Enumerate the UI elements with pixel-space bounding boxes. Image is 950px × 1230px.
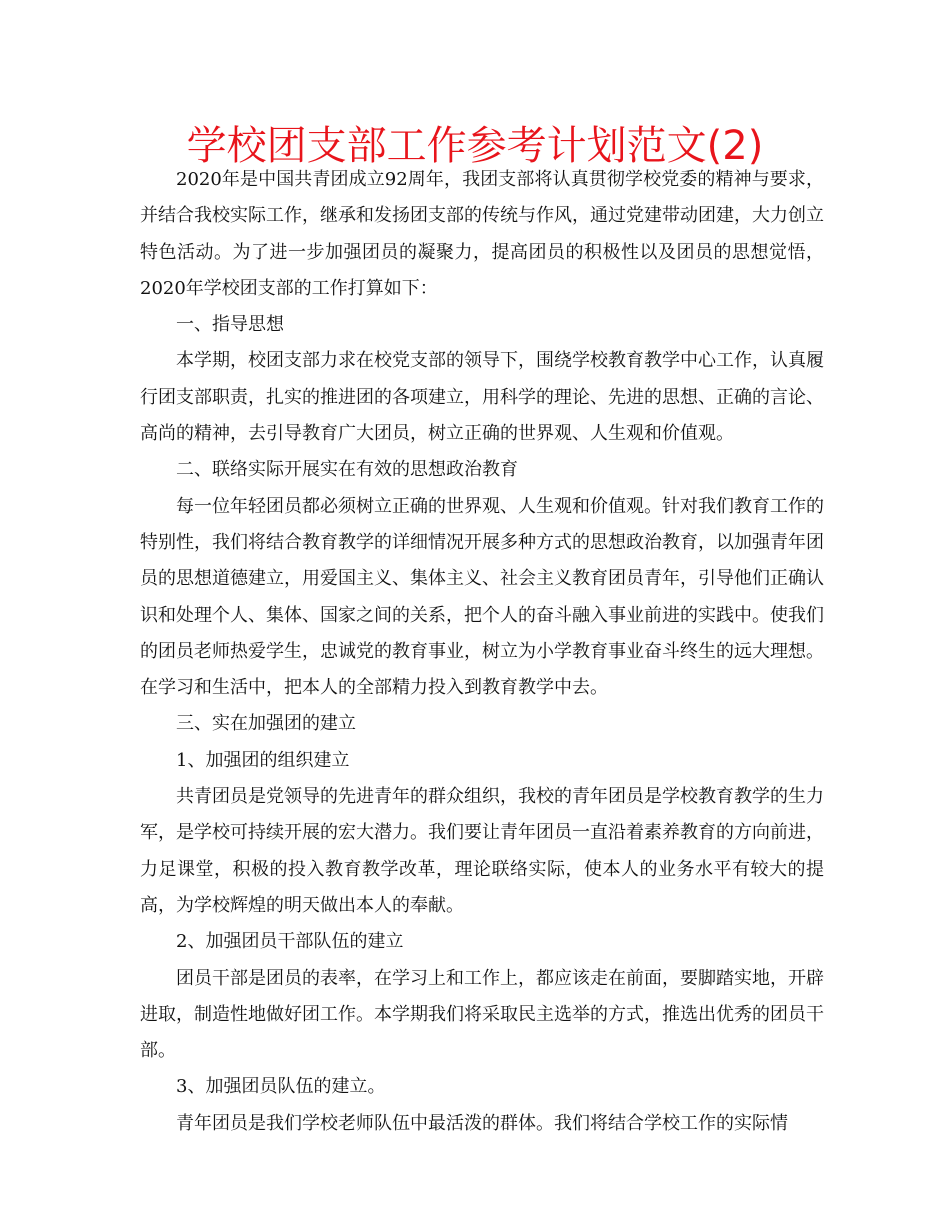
document-title: 学校团支部工作参考计划范文(2)	[186, 123, 764, 169]
member-team-building-paragraph: 青年团员是我们学校老师队伍中最活泼的群体。我们将结合学校工作的实际情	[176, 1112, 788, 1134]
document-body	[140, 162, 824, 1142]
political-education-paragraph: 每一位年轻团员都必须树立正确的世界观、人生观和价值观。针对我们教育工作的特别性，我们将结合教育教学的详细情况开展多种方式的思想政治教育，以加强青年团员的思想道德建立，用爱国主义、集体主义、社会主义教育团员青年，引导他们正确认识和处理个人、集体、国家之间的关系，把个人的奋斗融入事业前进的实践中。使我们的团员老师热爱学生，忠诚党的教育事业，树立为小学教育事业奋斗终生的远大理想。在学习和生活中，把本人的全部精力投入到教育教学中去。	[140, 495, 824, 699]
guiding-ideology-paragraph: 本学期，校团支部力求在校党支部的领导下，围绕学校教育教学中心工作，认真履行团支部职责，扎实的推进团的各项建立，用科学的理论、先进的思想、正确的言论、高尚的精神，去引导教育广大团员，树立正确的世界观、人生观和价值观。	[140, 350, 824, 445]
section-heading-political-education: 二、联络实际开展实在有效的思想政治教育	[176, 459, 518, 481]
cadre-building-paragraph: 团员干部是团员的表率，在学习上和工作上，都应该走在前面，要脚踏实地，开辟进取，制造性地做好团工作。本学期我们将采取民主选举的方式，推选出优秀的团员干部。	[140, 967, 824, 1062]
section-heading-league-building: 三、实在加强团的建立	[176, 713, 356, 735]
section-heading-guiding-ideology: 一、指导思想	[176, 314, 284, 336]
organization-building-paragraph: 共青团员是党领导的先进青年的群众组织，我校的青年团员是学校教育教学的生力军，是学校可持续开展的宏大潜力。我们要让青年团员一直沿着素养教育的方向前进，力足课堂，积极的投入教育教学改革，理论联络实际，使本人的业务水平有较大的提高，为学校辉煌的明天做出本人的奉献。	[140, 786, 824, 916]
subheading-cadre-building: 2、加强团员干部队伍的建立	[176, 931, 404, 953]
subheading-organization-building: 1、加强团的组织建立	[176, 749, 350, 771]
intro-paragraph: 2020年是中国共青团成立92周年，我团支部将认真贯彻学校党委的精神与要求，并结合我校实际工作，继承和发扬团支部的传统与作风，通过党建带动团建，大力创立特色活动。为了进一步加强团员的凝聚力，提高团员的积极性以及团员的思想觉悟，2020年学校团支部的工作打算如下：	[140, 169, 824, 299]
subheading-member-team-building: 3、加强团员队伍的建立。	[176, 1076, 386, 1098]
